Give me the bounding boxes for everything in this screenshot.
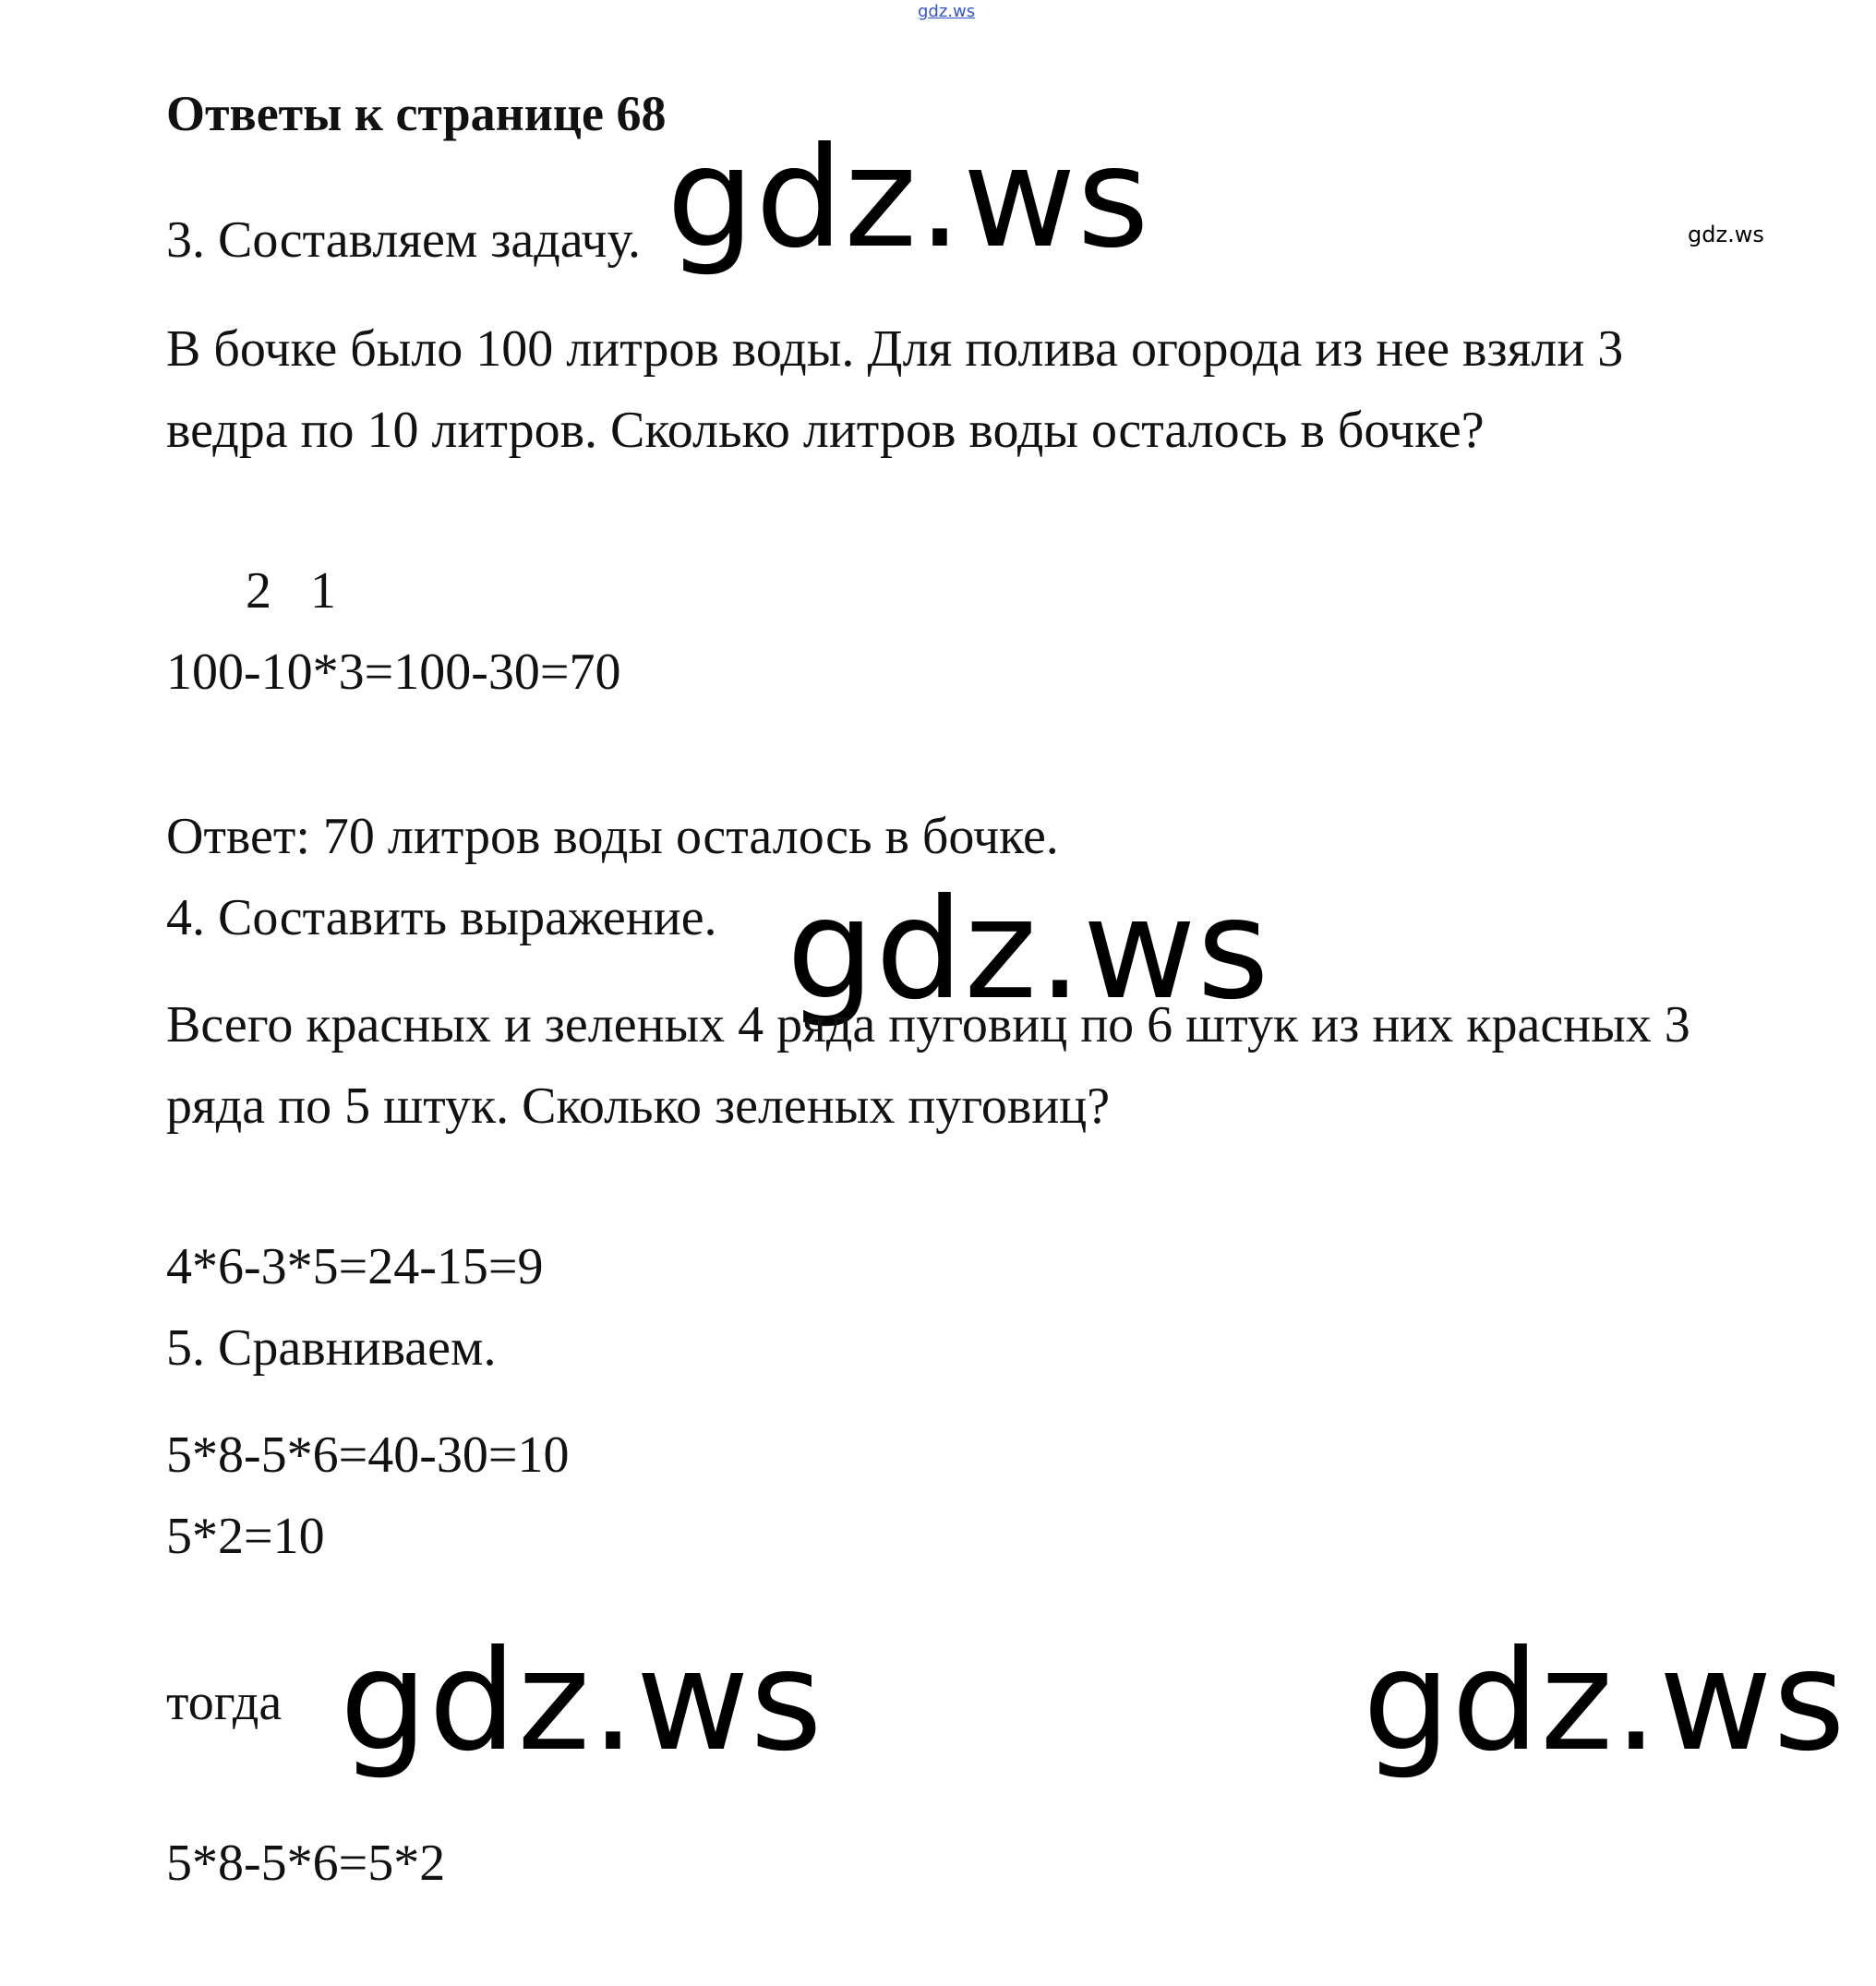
task5-then-word: тогда	[166, 1674, 283, 1731]
watermark-large-2: gdz.ws	[787, 870, 1270, 1030]
watermark-large-3: gdz.ws	[340, 1621, 824, 1782]
task5-expr2: 5*2=10	[166, 1508, 325, 1565]
task3-text-line2: ведра по 10 литров. Сколько литров воды осталось в бочке?	[166, 402, 1485, 459]
page-title: Ответы к странице 68	[166, 86, 667, 141]
header-watermark-link[interactable]: gdz.ws	[918, 2, 976, 21]
task3-expression: 100-10*3=100-30=70	[166, 644, 621, 701]
task4-text-line2: ряда по 5 штук. Сколько зеленых пуговиц?	[166, 1077, 1111, 1135]
task5-expr1: 5*8-5*6=40-30=10	[166, 1426, 570, 1484]
task5-heading: 5. Сравниваем.	[166, 1319, 497, 1377]
watermark-small-right: gdz.ws	[1688, 222, 1764, 247]
task4-heading: 4. Составить выражение.	[166, 889, 717, 946]
task3-text-line1: В бочке было 100 литров воды. Для полива огорода из нее взяли 3	[166, 320, 1624, 378]
task5-result: 5*8-5*6=5*2	[166, 1835, 446, 1892]
task4-expression: 4*6-3*5=24-15=9	[166, 1238, 544, 1295]
watermark-large-1: gdz.ws	[667, 118, 1150, 279]
task4-text-line1: Всего красных и зеленых 4 ряда пуговиц по 6 штук из них красных 3	[166, 996, 1690, 1053]
task3-answer: Ответ: 70 литров воды осталось в бочке.	[166, 808, 1059, 865]
task3-order-marks: 2 1	[246, 562, 336, 620]
watermark-large-4: gdz.ws	[1363, 1621, 1846, 1782]
task3-heading: 3. Составляем задачу.	[166, 211, 641, 269]
